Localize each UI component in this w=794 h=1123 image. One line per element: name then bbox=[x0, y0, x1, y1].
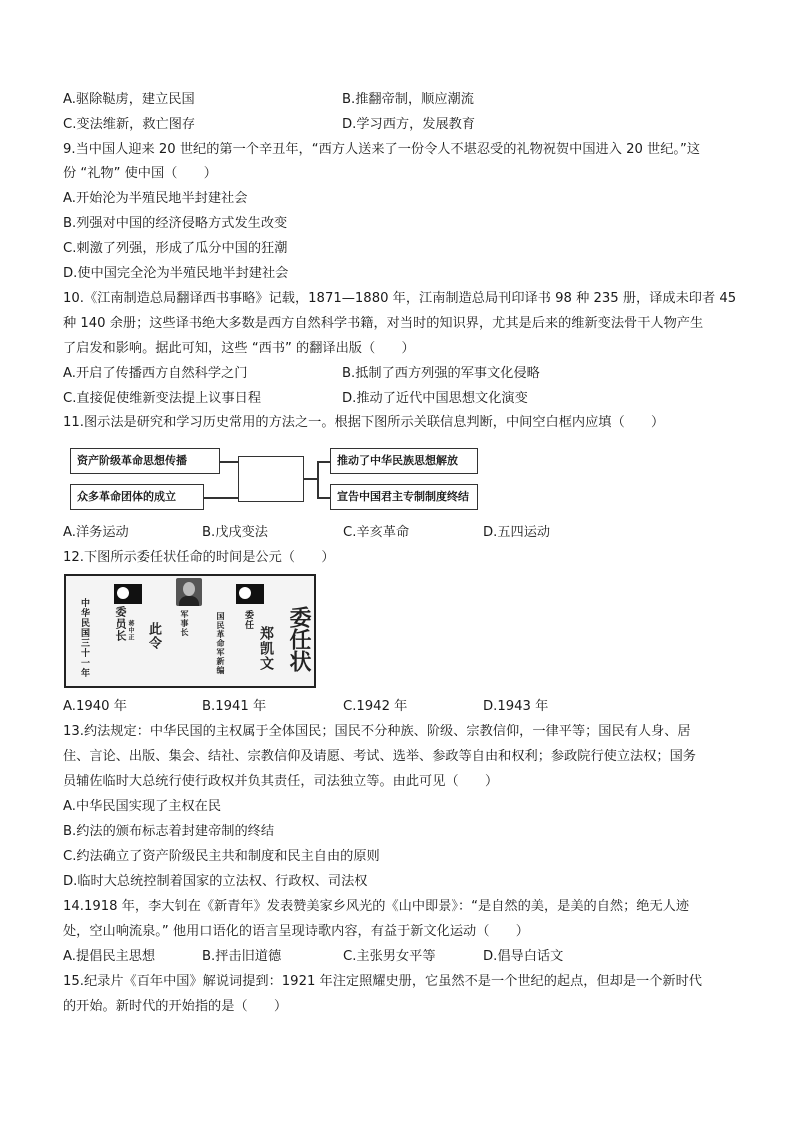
cert-army: 军事长 bbox=[180, 610, 190, 637]
flag-icon bbox=[114, 584, 142, 604]
q14-option-c: C.主张男女平等 bbox=[343, 949, 436, 964]
cert-order: 此令 bbox=[146, 622, 161, 650]
q9-stem-line2: 份 “礼物” 使中国（ ） bbox=[63, 166, 217, 181]
connector-line bbox=[317, 461, 330, 463]
diagram-box-right-bottom: 宣告中国君主专制制度终结 bbox=[330, 484, 478, 510]
connector-line bbox=[204, 497, 238, 499]
q13-option-c: C.约法确立了资产阶级民主共和制度和民主自由的原则 bbox=[63, 849, 380, 864]
connector-line bbox=[317, 497, 330, 499]
q14-stem-line2: 处，空山响流泉。” 他用口语化的语言呈现诗歌内容，有益于新文化运动（ ） bbox=[63, 924, 529, 939]
q11-option-c: C.辛亥革命 bbox=[343, 525, 410, 540]
diagram-box-left-top: 资产阶级革命思想传播 bbox=[70, 448, 220, 474]
q14-option-b: B.抨击旧道德 bbox=[202, 949, 282, 964]
q10-stem-line3: 了启发和影响。据此可知，这些 “西书” 的翻译出版（ ） bbox=[63, 341, 415, 356]
q10-stem-line1: 10.《江南制造总局翻译西书事略》记载，1871—1880 年，江南制造总局刊印译书 98 种 235 册，译成未印者 45 bbox=[63, 291, 737, 306]
q12-stem: 12.下图所示委任状任命的时间是公元（ ） bbox=[63, 550, 335, 565]
cert-date: 中华民国三十一年 bbox=[79, 598, 89, 678]
q12-option-b: B.1941 年 bbox=[202, 699, 267, 714]
q13-option-a: A.中华民国实现了主权在民 bbox=[63, 799, 222, 814]
diagram-blank-box bbox=[238, 456, 304, 502]
diagram-box-left-bottom: 众多革命团体的成立 bbox=[70, 484, 204, 510]
q13-stem-line3: 员辅佐临时大总统行使行政权并负其责任，司法独立等。由此可见（ ） bbox=[63, 774, 499, 789]
q9-option-d: D.使中国完全沦为半殖民地半封建社会 bbox=[63, 266, 289, 281]
q11-diagram bbox=[70, 446, 480, 516]
q12-option-c: C.1942 年 bbox=[343, 699, 408, 714]
q15-stem-line1: 15.纪录片《百年中国》解说词提到：1921 年注定照耀史册，它虽然不是一个世纪的起点，但却是一个新时代 bbox=[63, 974, 702, 989]
q14-option-d: D.倡导白话文 bbox=[483, 949, 564, 964]
q10-stem-line2: 种 140 余册；这些译书绝大多数是西方自然科学书籍，对当时的知识界，尤其是后来的维新变法骨干人物产生 bbox=[63, 316, 704, 331]
cert-appoint: 委任 bbox=[243, 610, 253, 630]
q14-option-a: A.提倡民主思想 bbox=[63, 949, 156, 964]
q10-option-c: C.直接促使维新变法提上议事日程 bbox=[63, 391, 262, 406]
q8-option-a: A.驱除鞑虏，建立民国 bbox=[63, 92, 195, 107]
q13-stem-line2: 住、言论、出版、集会、结社、宗教信仰及请愿、考试、选举、参政等自由和权利；参政院行使立法权；国务 bbox=[63, 749, 696, 764]
cert-department: 国民革命军新编 bbox=[216, 612, 226, 675]
q14-stem-line1: 14.1918 年，李大钊在《新青年》发表赞美家乡风光的《山中即景》：“是自然的美，是美的自然；绝无人迹 bbox=[63, 899, 690, 914]
q11-stem: 11.图示法是研究和学习历史常用的方法之一。根据下图所示关联信息判断，中间空白框内应填（ ） bbox=[63, 415, 665, 430]
q9-option-b: B.列强对中国的经济侵略方式发生改变 bbox=[63, 216, 288, 231]
cert-chairman: 委员长 bbox=[114, 606, 127, 642]
q11-option-b: B.戊戌变法 bbox=[202, 525, 268, 540]
q10-option-d: D.推动了近代中国思想文化演变 bbox=[342, 391, 528, 406]
q15-stem-line2: 的开始。新时代的开始指的是（ ） bbox=[63, 999, 288, 1014]
q9-stem-line1: 9.当中国人迎来 20 世纪的第一个辛丑年，“西方人送来了一份令人不堪忍受的礼物祝贺中国进入 20 世纪。”这 bbox=[63, 142, 701, 157]
q13-stem-line1: 13.约法规定：中华民国的主权属于全体国民；国民不分种族、阶级、宗教信仰，一律平等；国民有人身、居 bbox=[63, 724, 691, 739]
connector-line bbox=[304, 478, 318, 480]
cert-chairman-name: 蒋中正 bbox=[127, 620, 134, 641]
q13-option-b: B.约法的颁布标志着封建帝制的终结 bbox=[63, 824, 275, 839]
q13-option-d: D.临时大总统控制着国家的立法权、行政权、司法权 bbox=[63, 874, 368, 889]
q8-option-d: D.学习西方，发展教育 bbox=[342, 117, 476, 132]
q9-option-a: A.开始沦为半殖民地半封建社会 bbox=[63, 191, 248, 206]
appointment-certificate-image bbox=[64, 574, 316, 688]
q11-option-d: D.五四运动 bbox=[483, 525, 551, 540]
q8-option-b: B.推翻帝制，顺应潮流 bbox=[342, 92, 474, 107]
flag-icon bbox=[236, 584, 264, 604]
q10-option-a: A.开启了传播西方自然科学之门 bbox=[63, 366, 248, 381]
connector-line bbox=[220, 461, 238, 463]
q9-option-c: C.刺激了列强，形成了瓜分中国的狂潮 bbox=[63, 241, 288, 256]
q12-option-d: D.1943 年 bbox=[483, 699, 549, 714]
cert-person: 郑凯文 bbox=[258, 626, 274, 671]
cert-title: 委任状 bbox=[286, 606, 312, 672]
q11-option-a: A.洋务运动 bbox=[63, 525, 129, 540]
connector-line bbox=[317, 461, 319, 499]
q10-option-b: B.抵制了西方列强的军事文化侵略 bbox=[342, 366, 540, 381]
diagram-box-right-top: 推动了中华民族思想解放 bbox=[330, 448, 478, 474]
portrait-icon bbox=[176, 578, 202, 606]
q12-option-a: A.1940 年 bbox=[63, 699, 127, 714]
q8-option-c: C.变法维新，救亡图存 bbox=[63, 117, 196, 132]
